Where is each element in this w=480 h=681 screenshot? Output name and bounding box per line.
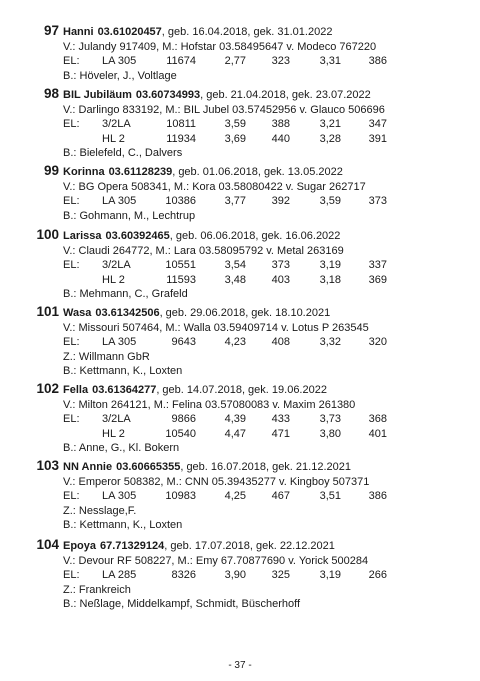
performance-cell: 373 (271, 259, 290, 271)
performance-cell: HL 2 (102, 132, 125, 145)
performance-cell: LA 285 (102, 569, 137, 581)
performance-cell: 4,47 (224, 427, 246, 440)
pedigree-line: V.: Milton 264121, M.: Felina 03.57080083 v. Maxim 261380 (63, 398, 356, 411)
performance-cell: EL: (63, 195, 80, 207)
performance-cell (63, 273, 102, 288)
owner-line: B.: Anne, G., Kl. Bokern (63, 442, 180, 454)
performance-cell: 8326 (171, 569, 196, 581)
performance-cell: 440 (271, 132, 290, 145)
performance-cell: 4,25 (224, 490, 246, 502)
performance-cell: 3,73 (319, 413, 341, 425)
owner-line: B.: Gohmann, M., Lechtrup (63, 209, 196, 222)
performance-cell (63, 132, 102, 147)
performance-cell: 3/2LA (102, 118, 131, 130)
birth-calving-dates: , geb. 06.06.2018, gek. 16.06.2022 (169, 230, 341, 242)
registration-number: 03.61342506 (95, 307, 160, 319)
entry-number: 101 (36, 304, 59, 319)
animal-entry (34, 24, 454, 83)
performance-cell: 3,48 (224, 273, 246, 286)
performance-cell: 373 (368, 195, 387, 207)
registration-number: 67.71329124 (100, 540, 165, 552)
performance-cell: 386 (368, 490, 387, 502)
birth-calving-dates: , geb. 21.04.2018, gek. 23.07.2022 (200, 89, 371, 101)
performance-cell: HL 2 (102, 427, 125, 440)
performance-cell: EL: (63, 259, 80, 271)
pedigree-line: V.: BG Opera 508341, M.: Kora 03.58080422 v. Sugar 262717 (63, 180, 366, 193)
performance-row (34, 194, 454, 209)
performance-cell: 3,18 (319, 273, 341, 286)
breeder-line: Z.: Nesslage,F. (63, 504, 137, 517)
animal-entry (34, 382, 454, 456)
entry-number: 98 (43, 86, 59, 101)
entry-number: 99 (43, 163, 59, 178)
performance-cell: 471 (271, 427, 290, 440)
animal-entry (34, 228, 454, 302)
pedigree-line: V.: Claudi 264772, M.: Lara 03.58095792 v. Metal 263169 (63, 244, 344, 257)
performance-cell: LA 305 (102, 490, 137, 502)
birth-calving-dates: , geb. 29.06.2018, gek. 18.10.2021 (159, 307, 331, 319)
performance-cell: 3,59 (319, 195, 341, 207)
performance-cell: 369 (368, 273, 387, 286)
performance-cell: 3,90 (224, 569, 246, 581)
performance-cell: 3,51 (319, 490, 341, 502)
performance-cell: 3,80 (319, 427, 341, 440)
performance-cell: 10983 (165, 490, 196, 502)
performance-row (34, 412, 454, 427)
animal-name: Epoya (63, 540, 97, 552)
performance-cell: EL: (63, 490, 80, 502)
birth-calving-dates: , geb. 14.07.2018, gek. 19.06.2022 (156, 384, 327, 396)
performance-cell: 3,59 (224, 118, 246, 130)
entry-number: 97 (43, 23, 59, 38)
performance-cell: 266 (368, 569, 387, 581)
performance-cell: 467 (271, 490, 290, 502)
owner-line: B.: Kettmann, K., Loxten (63, 365, 183, 377)
animal-entry (34, 87, 454, 161)
performance-row (34, 568, 454, 583)
performance-cell: EL: (63, 569, 80, 581)
entry-header (34, 228, 454, 244)
entry-number: 100 (36, 227, 59, 242)
entry-header (34, 87, 454, 103)
performance-cell: 401 (368, 427, 387, 440)
entry-header (34, 538, 454, 554)
performance-cell: 10540 (165, 427, 196, 440)
entry-header (34, 24, 454, 40)
performance-cell: 3,19 (319, 569, 341, 581)
performance-cell: 320 (368, 336, 387, 348)
performance-cell: 4,23 (224, 336, 246, 348)
performance-row (34, 489, 454, 504)
performance-cell: 337 (368, 259, 387, 271)
pedigree-line: V.: Darlingo 833192, M.: BIL Jubel 03.57452956 v. Glauco 506696 (63, 103, 385, 116)
performance-row (34, 427, 454, 442)
registration-number: 03.61128239 (108, 166, 173, 178)
entry-header (34, 164, 454, 180)
performance-cell: EL: (63, 118, 80, 130)
performance-cell: 11674 (166, 55, 196, 67)
performance-cell: 325 (271, 569, 290, 581)
owner-line: B.: Höveler, J., Voltlage (63, 69, 177, 82)
performance-row (34, 335, 454, 350)
performance-cell: 391 (368, 132, 387, 145)
performance-row (34, 54, 454, 69)
performance-cell: 3,32 (319, 336, 341, 348)
performance-cell: HL 2 (102, 273, 125, 286)
animal-entry (34, 459, 454, 533)
performance-cell: 347 (368, 118, 387, 130)
breeder-line: Z.: Frankreich (63, 583, 131, 596)
performance-cell: LA 305 (102, 336, 137, 348)
pedigree-line: V.: Emperor 508382, M.: CNN 05.39435277 v. Kingboy 507371 (63, 475, 370, 488)
registration-number: 03.60665355 (116, 461, 181, 473)
animal-entry (34, 164, 454, 223)
pedigree-line: V.: Devour RF 508227, M.: Emy 67.70877690 v. Yorick 500284 (63, 554, 369, 567)
performance-row (34, 258, 454, 273)
animal-name: BIL Jubiläum (63, 89, 132, 101)
performance-cell: 3,19 (319, 259, 341, 271)
performance-row (34, 117, 454, 132)
performance-cell: 408 (271, 336, 290, 348)
entry-header (34, 382, 454, 398)
performance-cell: EL: (63, 55, 80, 67)
performance-cell: 10551 (165, 259, 196, 271)
performance-cell: 403 (271, 273, 290, 286)
animal-name: Hanni (63, 26, 94, 38)
performance-cell: 9866 (171, 413, 196, 425)
performance-cell: 433 (271, 413, 290, 425)
performance-cell (63, 427, 102, 442)
pedigree-line: V.: Julandy 917409, M.: Hofstar 03.58495647 v. Modeco 767220 (63, 40, 377, 53)
birth-calving-dates: , geb. 16.07.2018, gek. 21.12.2021 (180, 461, 351, 473)
performance-cell: 4,39 (224, 413, 246, 425)
performance-cell: 3,21 (319, 118, 341, 130)
page-number: - 37 - (228, 660, 252, 671)
performance-cell: 10811 (166, 118, 196, 130)
performance-cell: LA 305 (102, 55, 137, 67)
entry-header (34, 305, 454, 321)
animal-name: Korinna (63, 166, 105, 178)
pedigree-line: V.: Missouri 507464, M.: Walla 03.59409714 v. Lotus P 263545 (63, 321, 369, 334)
performance-cell: 388 (271, 118, 290, 130)
owner-line: B.: Mehmann, C., Grafeld (63, 288, 188, 300)
registration-number: 03.61364277 (92, 384, 157, 396)
animal-entry (34, 538, 454, 612)
breeder-line: Z.: Willmann GbR (63, 350, 150, 363)
performance-cell: EL: (63, 336, 80, 348)
entry-header (34, 459, 454, 475)
performance-cell: 3,77 (224, 195, 246, 207)
registration-number: 03.60734993 (135, 89, 201, 101)
performance-row (34, 132, 454, 147)
performance-cell: 11934 (166, 132, 196, 145)
animal-entry (34, 305, 454, 379)
performance-cell: 9643 (171, 336, 196, 348)
registration-number: 03.61020457 (97, 26, 162, 38)
performance-cell: LA 305 (102, 195, 137, 207)
performance-cell: 11593 (166, 273, 196, 286)
birth-calving-dates: , geb. 01.06.2018, gek. 13.05.2022 (172, 166, 343, 178)
animal-name: Fella (63, 384, 89, 396)
performance-cell: 392 (271, 195, 290, 207)
birth-calving-dates: , geb. 16.04.2018, gek. 31.01.2022 (161, 26, 333, 38)
performance-cell: 10386 (165, 195, 196, 207)
performance-cell: 368 (368, 413, 387, 425)
performance-cell: 3,28 (319, 132, 341, 145)
entry-number: 103 (36, 458, 59, 473)
owner-line: B.: Kettmann, K., Loxten (63, 519, 183, 531)
animal-name: Wasa (63, 307, 92, 319)
performance-cell: 2,77 (224, 55, 246, 67)
animal-name: Larissa (63, 230, 102, 242)
performance-cell: 386 (368, 55, 387, 67)
birth-calving-dates: , geb. 17.07.2018, gek. 22.12.2021 (164, 540, 335, 552)
owner-line: B.: Bielefeld, C., Dalvers (63, 147, 183, 159)
performance-cell: 323 (271, 55, 290, 67)
registration-number: 03.60392465 (105, 230, 170, 242)
performance-row (34, 273, 454, 288)
entry-number: 102 (36, 381, 59, 396)
performance-cell: 3/2LA (102, 259, 131, 271)
entry-number: 104 (36, 537, 59, 552)
performance-cell: 3,69 (224, 132, 246, 145)
performance-cell: 3/2LA (102, 413, 131, 425)
performance-cell: 3,31 (319, 55, 341, 67)
performance-cell: EL: (63, 413, 80, 425)
animal-name: NN Annie (63, 461, 113, 473)
performance-cell: 3,54 (224, 259, 246, 271)
owner-line: B.: Neßlage, Middelkampf, Schmidt, Büscherhoff (63, 598, 301, 610)
